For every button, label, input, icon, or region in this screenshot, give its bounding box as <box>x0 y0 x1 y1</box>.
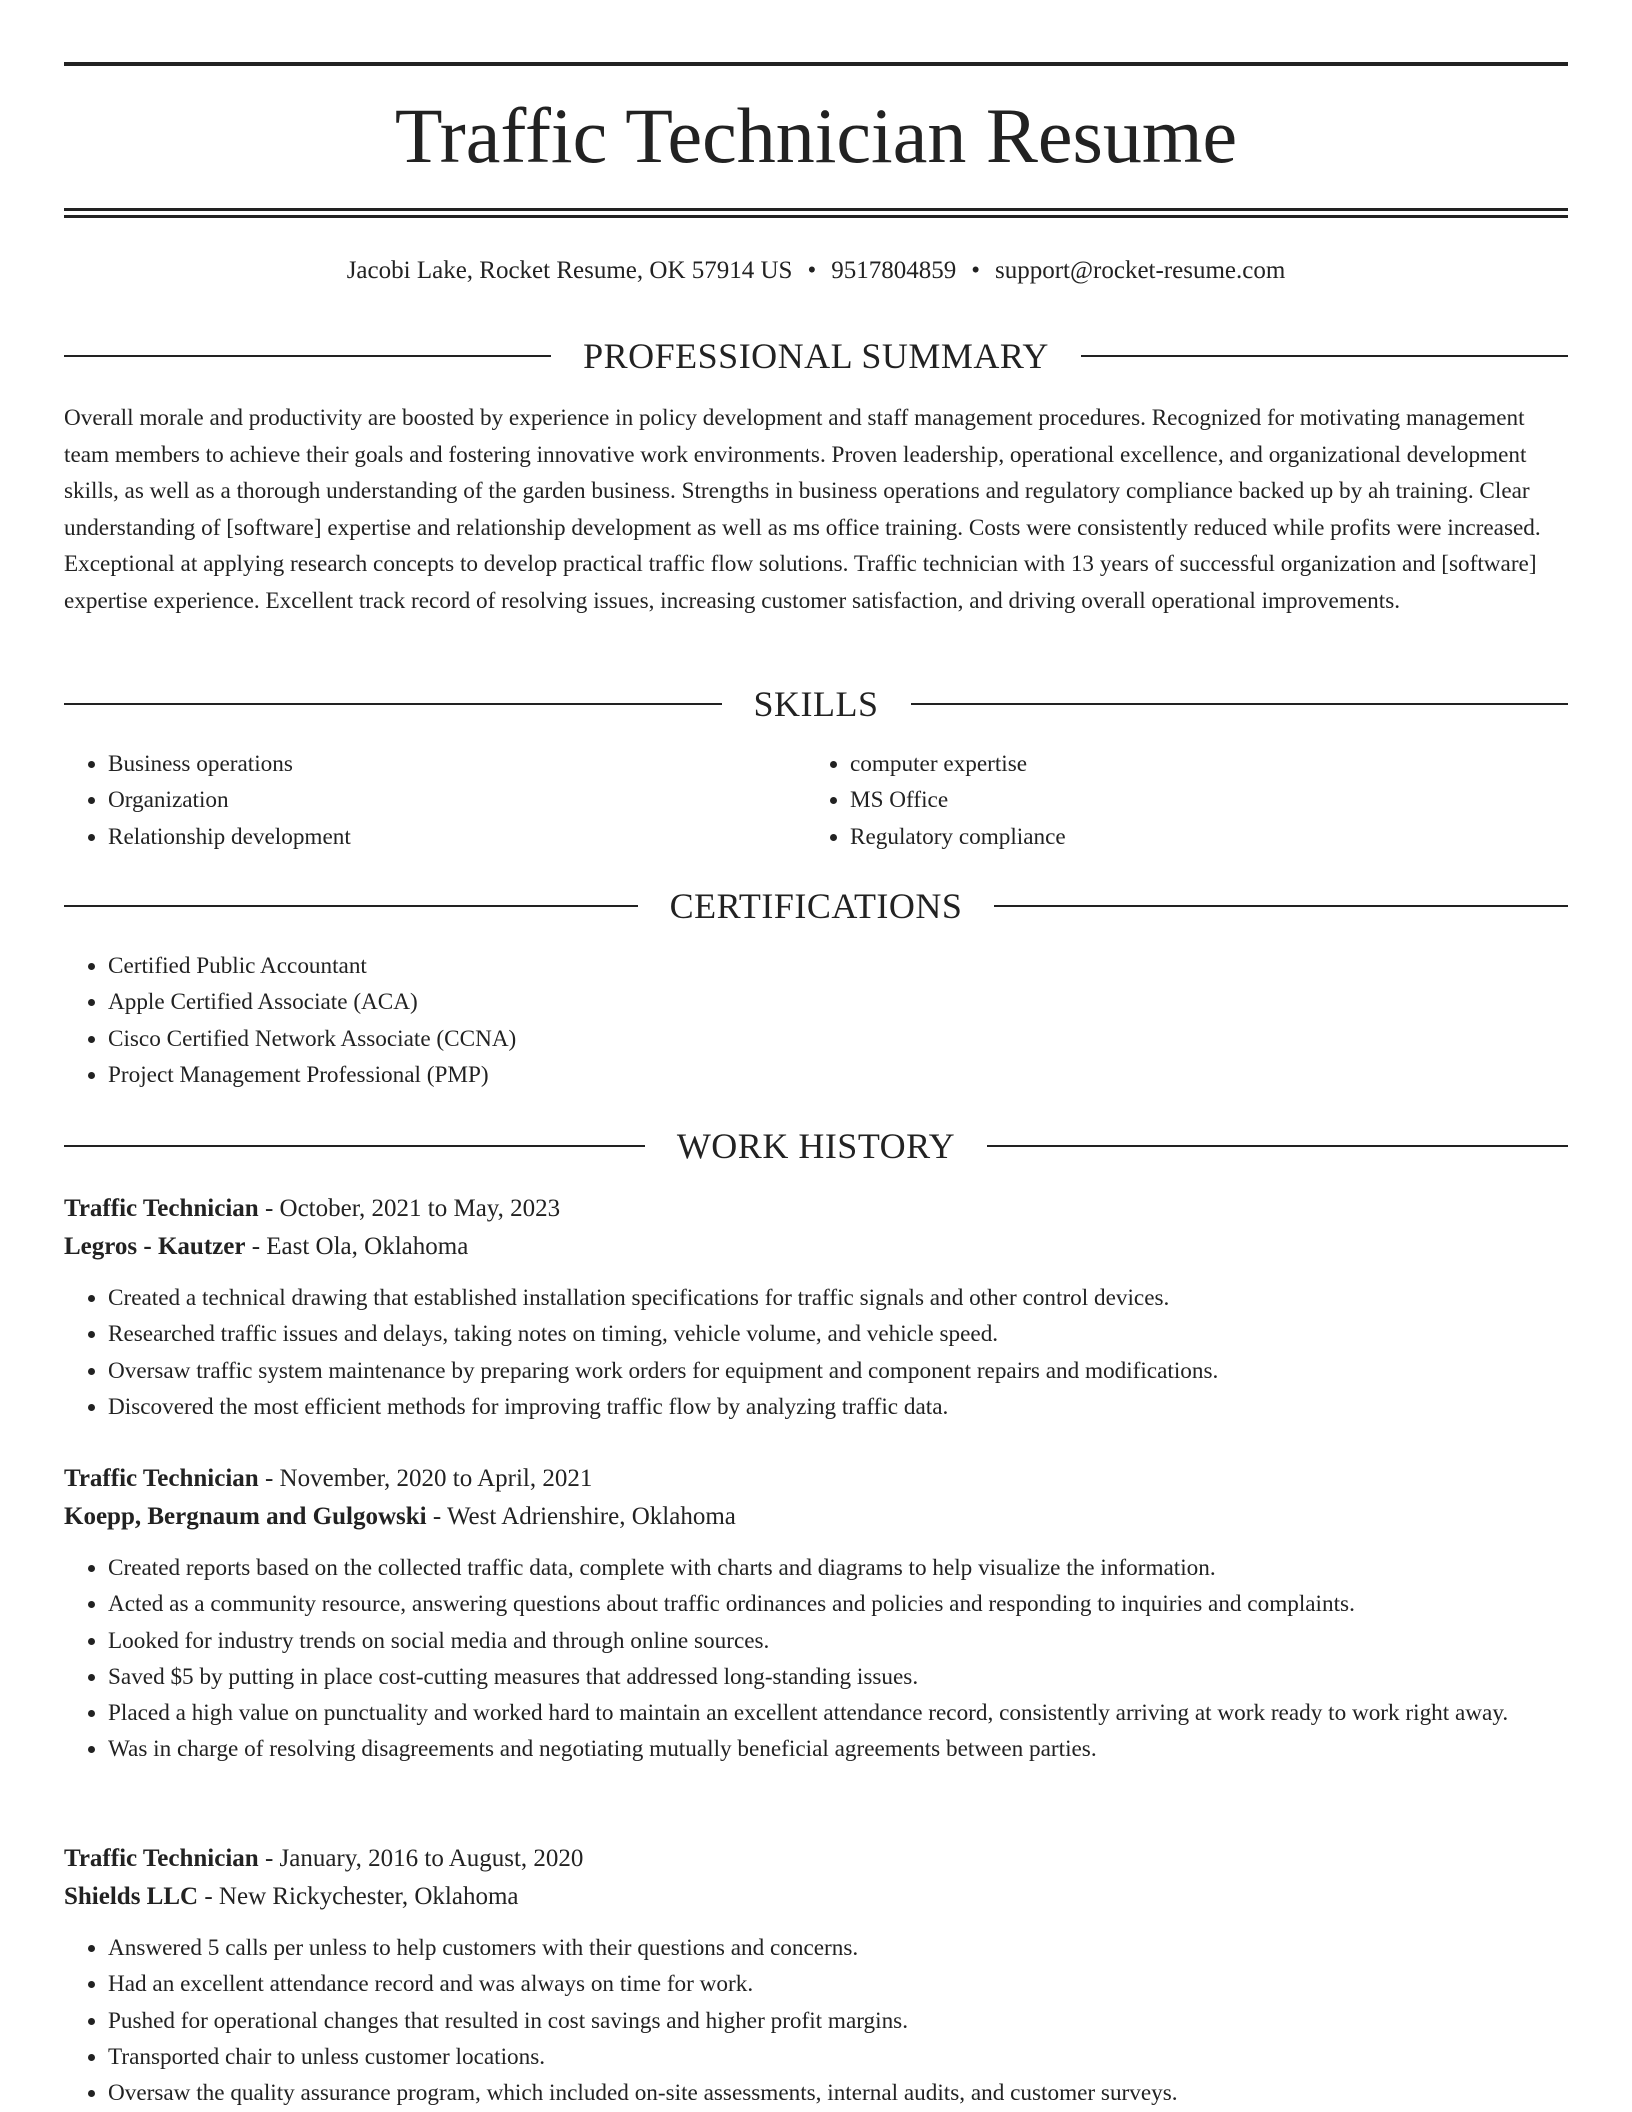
work-history-heading-label: WORK HISTORY <box>676 1126 956 1166</box>
job-dates: - November, 2020 to April, 2021 <box>258 1465 593 1492</box>
job-duty: • Had an excellent attendance record and was always on time for work. <box>108 1966 1568 2002</box>
job-entry <box>64 1460 1568 1768</box>
top-rule <box>64 62 1568 66</box>
job-duty: • Created reports based on the collected traffic data, complete with charts and diagrams to help visualize the information. <box>108 1550 1568 1586</box>
heading-rule-right <box>994 905 1568 907</box>
job-company-line <box>64 1878 1568 1916</box>
job-title-line <box>64 1190 1568 1228</box>
skill-item: • Organization <box>108 782 806 818</box>
contact-phone: 9517804859 <box>831 257 957 284</box>
job-title: Traffic Technician <box>64 1845 259 1872</box>
heading-rule-right <box>911 703 1569 705</box>
skill-item: • Regulatory compliance <box>850 819 1548 855</box>
certification-item: • Project Management Professional (PMP) <box>108 1057 1568 1093</box>
contact-address: Jacobi Lake, Rocket Resume, OK 57914 US <box>346 257 793 284</box>
job-location: - New Rickychester, Oklahoma <box>198 1883 519 1910</box>
job-entry <box>64 1840 1568 2111</box>
job-duty: • Oversaw traffic system maintenance by preparing work orders for equipment and component repairs and modifications. <box>108 1353 1568 1389</box>
job-duty: • Placed a high value on punctuality and worked hard to maintain an excellent attendance record, consistently arriving at work ready to work right away. <box>108 1695 1568 1731</box>
job-duties <box>64 1930 1568 2111</box>
job-dates: - January, 2016 to August, 2020 <box>258 1845 584 1872</box>
summary-heading <box>64 334 1568 378</box>
job-duties <box>64 1550 1568 1768</box>
job-company-line <box>64 1498 1568 1536</box>
job-duty: • Looked for industry trends on social media and through online sources. <box>108 1623 1568 1659</box>
job-entry <box>64 1190 1568 1425</box>
job-duties <box>64 1280 1568 1425</box>
skills-list <box>64 746 1568 855</box>
contact-separator: • <box>971 257 980 284</box>
job-company: Legros - Kautzer <box>64 1233 246 1260</box>
job-location: - West Adrienshire, Oklahoma <box>426 1503 736 1530</box>
job-duty: • Acted as a community resource, answering questions about traffic ordinances and policies and responding to inquiries and complaints. <box>108 1586 1568 1622</box>
job-duty: • Transported chair to unless customer locations. <box>108 2039 1568 2075</box>
certification-item: • Certified Public Accountant <box>108 948 1568 984</box>
job-title-line <box>64 1460 1568 1498</box>
job-duty: • Created a technical drawing that established installation specifications for traffic signals and other control devices. <box>108 1280 1568 1316</box>
job-company: Shields LLC <box>64 1883 199 1910</box>
summary-heading-label: PROFESSIONAL SUMMARY <box>583 336 1049 376</box>
job-dates: - October, 2021 to May, 2023 <box>258 1195 561 1222</box>
skills-column-right <box>806 746 1548 855</box>
job-duty: • Discovered the most efficient methods for improving traffic flow by analyzing traffic data. <box>108 1389 1568 1425</box>
skill-item: • computer expertise <box>850 746 1548 782</box>
job-location: - East Ola, Oklahoma <box>245 1233 469 1260</box>
certifications-heading <box>64 884 1568 928</box>
heading-rule-left <box>64 1145 645 1147</box>
job-title: Traffic Technician <box>64 1465 259 1492</box>
work-history-heading <box>64 1124 1568 1168</box>
contact-email: support@rocket-resume.com <box>995 257 1286 284</box>
heading-rule-right <box>987 1145 1568 1147</box>
certifications-heading-label: CERTIFICATIONS <box>669 886 963 926</box>
summary-text: Overall morale and productivity are boosted by experience in policy development and staff management procedures. Recognized for motivating management team members to achieve their goals and fostering innovative work environments. Proven leadership, operational excellence, and organizational development skills, as well as a thorough understanding of the garden business. Strengths in business operations and regulatory compliance backed up by ah training. Clear understanding of [software] expertise and relationship development as well as ms office training. Costs were consistently reduced while profits were increased. Exceptional at applying research concepts to develop practical traffic flow solutions. Traffic technician with 13 years of successful organization and [software] expertise experience. Excellent track record of resolving issues, increasing customer satisfaction, and driving overall operational improvements. <box>64 405 1541 614</box>
job-duty: • Saved $5 by putting in place cost-cutting measures that addressed long-standing issues. <box>108 1659 1568 1695</box>
skill-item: • MS Office <box>850 782 1548 818</box>
job-company: Koepp, Bergnaum and Gulgowski <box>64 1503 427 1530</box>
certifications-list <box>64 948 1568 1093</box>
certification-item: • Apple Certified Associate (ACA) <box>108 984 1568 1020</box>
skill-item: • Business operations <box>108 746 806 782</box>
heading-rule-right <box>1081 355 1568 357</box>
job-title-line <box>64 1840 1568 1878</box>
skills-heading-label: SKILLS <box>753 684 879 724</box>
heading-rule-left <box>64 355 551 357</box>
heading-rule-left <box>64 703 722 705</box>
title-double-rule <box>64 208 1568 218</box>
page-title: Traffic Technician Resume <box>394 92 1238 179</box>
certification-item: • Cisco Certified Network Associate (CCNA) <box>108 1021 1568 1057</box>
heading-rule-left <box>64 905 638 907</box>
contact-separator: • <box>807 257 817 284</box>
job-duty: • Oversaw the quality assurance program, which included on-site assessments, internal audits, and customer surveys. <box>108 2075 1568 2111</box>
skills-heading <box>64 682 1568 726</box>
job-title: Traffic Technician <box>64 1195 259 1222</box>
job-duty: • Researched traffic issues and delays, taking notes on timing, vehicle volume, and vehicle speed. <box>108 1316 1568 1352</box>
job-company-line <box>64 1228 1568 1266</box>
skill-item: • Relationship development <box>108 819 806 855</box>
job-duty: • Pushed for operational changes that resulted in cost savings and higher profit margins. <box>108 2003 1568 2039</box>
contact-line <box>64 254 1568 288</box>
skills-column-left <box>64 746 806 855</box>
job-duty: • Answered 5 calls per unless to help customers with their questions and concerns. <box>108 1930 1568 1966</box>
job-duty: • Was in charge of resolving disagreements and negotiating mutually beneficial agreements between parties. <box>108 1731 1568 1767</box>
